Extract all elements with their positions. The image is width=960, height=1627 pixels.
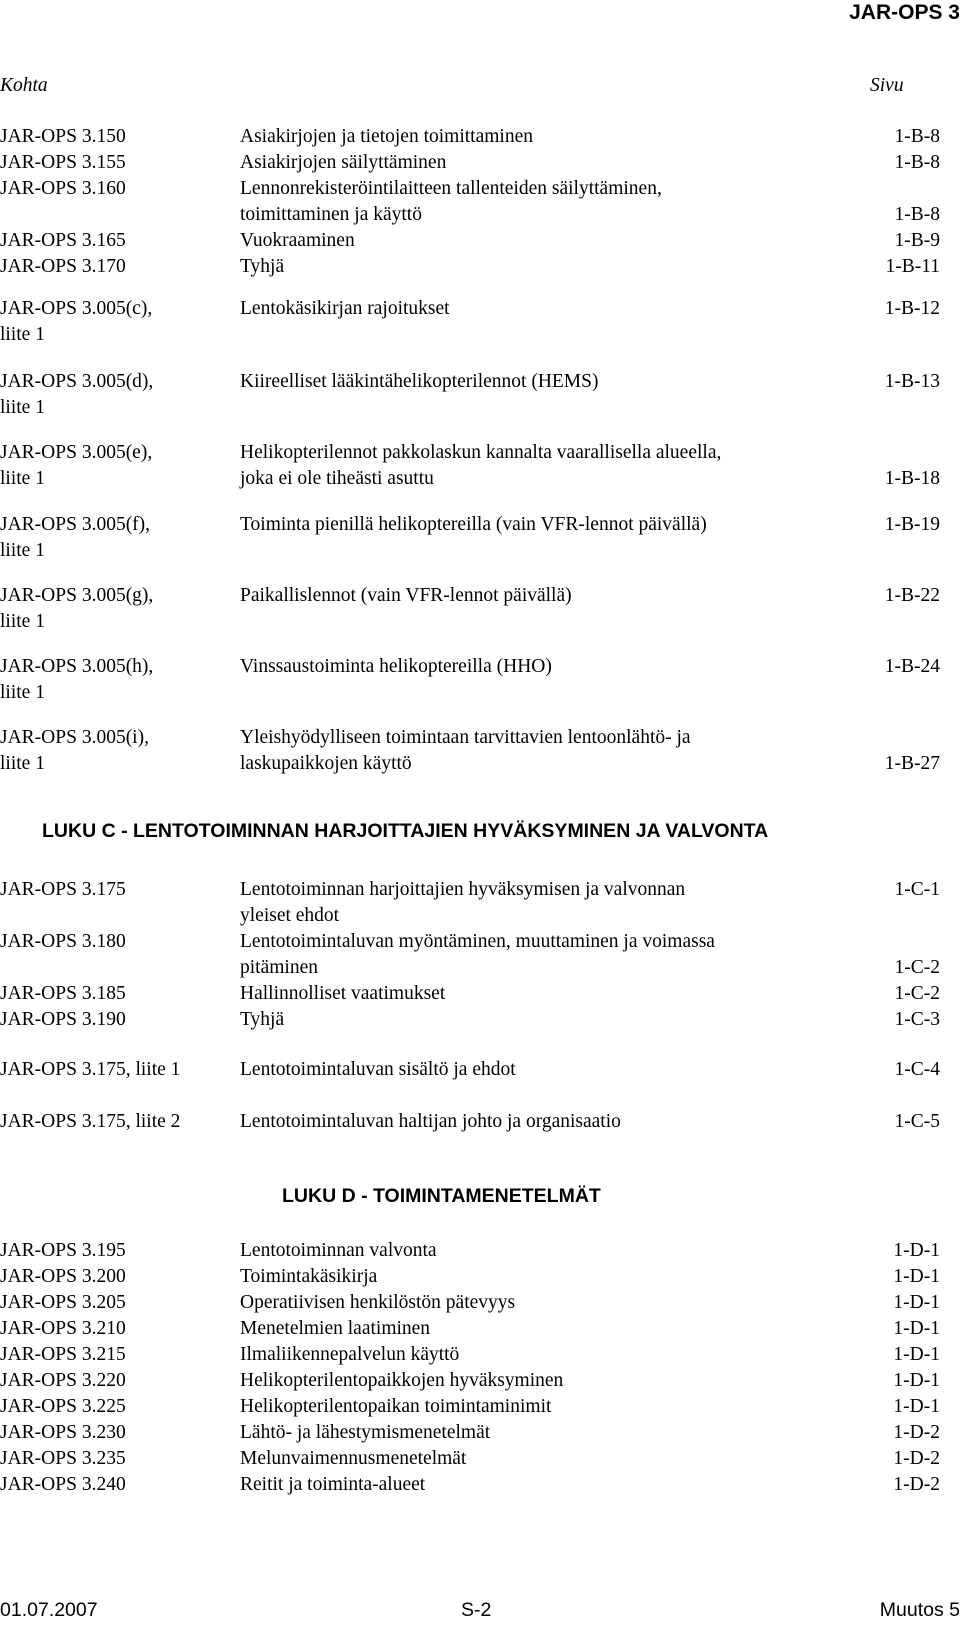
entry-code: JAR-OPS 3.195 [0,1240,126,1261]
entry-page: 1-B-22 [884,585,940,606]
entry-title: Melunvaimennusmenetelmät [240,1448,467,1469]
entry-title: Tyhjä [240,1009,285,1030]
entry-title: Lentotoiminnan harjoittajien hyväksymisen ja valvonnan [240,879,686,900]
entry-page: 1-B-8 [894,126,940,147]
entry-title: laskupaikkojen käyttö [240,753,412,774]
entry-code: JAR-OPS 3.185 [0,983,126,1004]
entry-code: JAR-OPS 3.005(c), [0,298,153,319]
entry-title: Paikallislennot (vain VFR-lennot päivällä) [240,585,572,606]
entry-page: 1-C-1 [894,879,940,900]
entry-page: 1-B-8 [894,204,940,225]
entry-page: 1-B-24 [884,656,940,677]
entry-code: liite 1 [0,540,45,561]
entry-title: Kiireelliset lääkintähelikopterilennot (HEMS) [240,371,599,392]
entry-code: JAR-OPS 3.005(f), [0,514,151,535]
entry-title: pitäminen [240,957,318,978]
entry-page: 1-D-1 [893,1318,940,1339]
entry-page: 1-C-3 [894,1009,940,1030]
entry-code: JAR-OPS 3.205 [0,1292,126,1313]
entry-code: JAR-OPS 3.175, liite 1 [0,1059,181,1080]
entry-code: JAR-OPS 3.180 [0,931,126,952]
section-heading: LUKU C - LENTOTOIMINNAN HARJOITTAJIEN HYVÄKSYMINEN JA VALVONTA [42,820,769,842]
entry-code: JAR-OPS 3.235 [0,1448,126,1469]
entry-page: 1-B-13 [884,371,940,392]
entry-code: liite 1 [0,468,45,489]
entry-title: Helikopterilennot pakkolaskun kannalta vaarallisella alueella, [240,442,722,463]
entry-code: JAR-OPS 3.210 [0,1318,126,1339]
entry-code: liite 1 [0,611,45,632]
entry-code: JAR-OPS 3.200 [0,1266,126,1287]
entry-code: JAR-OPS 3.155 [0,152,126,173]
entry-code: JAR-OPS 3.160 [0,178,126,199]
entry-title: Yleishyödylliseen toimintaan tarvittavien lentoonlähtö- ja [240,727,691,748]
entry-title: joka ei ole tiheästi asuttu [240,468,434,489]
footer-page-number: S-2 [461,1599,492,1621]
entry-code: JAR-OPS 3.005(i), [0,727,149,748]
entry-code: liite 1 [0,397,45,418]
entry-title: Asiakirjojen ja tietojen toimittaminen [240,126,533,147]
entry-title: Lentotoimintaluvan myöntäminen, muuttaminen ja voimassa [240,931,715,952]
entry-page: 1-B-18 [884,468,940,489]
entry-code: JAR-OPS 3.165 [0,230,126,251]
entry-page: 1-B-27 [884,753,940,774]
entry-title: Asiakirjojen säilyttäminen [240,152,447,173]
section-heading: LUKU D - TOIMINTAMENETELMÄT [282,1185,601,1207]
entry-page: 1-B-9 [894,230,940,251]
entry-page: 1-C-4 [894,1059,940,1080]
entry-title: Lennonrekisteröintilaitteen tallenteiden säilyttäminen, [240,178,662,199]
entry-code: JAR-OPS 3.170 [0,256,126,277]
entry-title: Toimintakäsikirja [240,1266,378,1287]
entry-title: Operatiivisen henkilöstön pätevyys [240,1292,516,1313]
entry-page: 1-B-8 [894,152,940,173]
entry-code: JAR-OPS 3.240 [0,1474,126,1495]
entry-page: 1-D-1 [893,1344,940,1365]
entry-title: Toiminta pienillä helikoptereilla (vain VFR-lennot päivällä) [240,514,707,535]
entry-title: Vinssaustoiminta helikoptereilla (HHO) [240,656,552,677]
entry-page: 1-C-2 [894,983,940,1004]
entry-title: Vuokraaminen [240,230,355,251]
entry-code: JAR-OPS 3.005(g), [0,585,154,606]
entry-title: Lentotoiminnan valvonta [240,1240,437,1261]
entry-title: Menetelmien laatiminen [240,1318,431,1339]
entry-title: Helikopterilentopaikan toimintaminimit [240,1396,552,1417]
entry-code: liite 1 [0,753,45,774]
footer-date: 01.07.2007 [0,1599,98,1621]
entry-page: 1-C-2 [894,957,940,978]
entry-title: Lentokäsikirjan rajoitukset [240,298,450,319]
entry-title: Lähtö- ja lähestymismenetelmät [240,1422,491,1443]
entry-page: 1-D-2 [893,1448,940,1469]
entry-page: 1-B-11 [885,256,940,277]
entry-page: 1-B-12 [884,298,940,319]
column-header-sivu: Sivu [870,75,904,96]
entry-code: JAR-OPS 3.005(e), [0,442,153,463]
entry-code: JAR-OPS 3.150 [0,126,126,147]
entry-title: Lentotoimintaluvan sisältö ja ehdot [240,1059,516,1080]
entry-title: Ilmaliikennepalvelun käyttö [240,1344,460,1365]
entry-code: JAR-OPS 3.230 [0,1422,126,1443]
column-header-kohta: Kohta [0,75,48,96]
entry-code: JAR-OPS 3.175 [0,879,126,900]
entry-page: 1-D-1 [893,1396,940,1417]
entry-code: liite 1 [0,324,45,345]
entry-code: JAR-OPS 3.190 [0,1009,126,1030]
entry-title: Hallinnolliset vaatimukset [240,983,446,1004]
entry-code: JAR-OPS 3.005(h), [0,656,154,677]
entry-page: 1-D-2 [893,1474,940,1495]
entry-code: JAR-OPS 3.005(d), [0,371,154,392]
entry-code: liite 1 [0,682,45,703]
entry-title: yleiset ehdot [240,905,340,926]
entry-title: toimittaminen ja käyttö [240,204,422,225]
entry-page: 1-D-1 [893,1240,940,1261]
entry-title: Lentotoimintaluvan haltijan johto ja organisaatio [240,1111,621,1132]
entry-page: 1-B-19 [884,514,940,535]
page-header-title: JAR-OPS 3 [849,1,960,24]
entry-page: 1-D-2 [893,1422,940,1443]
footer-revision: Muutos 5 [879,1599,960,1621]
entry-page: 1-C-5 [894,1111,940,1132]
entry-code: JAR-OPS 3.215 [0,1344,126,1365]
entry-title: Helikopterilentopaikkojen hyväksyminen [240,1370,564,1391]
entry-page: 1-D-1 [893,1292,940,1313]
entry-code: JAR-OPS 3.220 [0,1370,126,1391]
entry-code: JAR-OPS 3.225 [0,1396,126,1417]
entry-title: Tyhjä [240,256,285,277]
entry-page: 1-D-1 [893,1370,940,1391]
entry-page: 1-D-1 [893,1266,940,1287]
entry-title: Reitit ja toiminta-alueet [240,1474,426,1495]
entry-code: JAR-OPS 3.175, liite 2 [0,1111,181,1132]
